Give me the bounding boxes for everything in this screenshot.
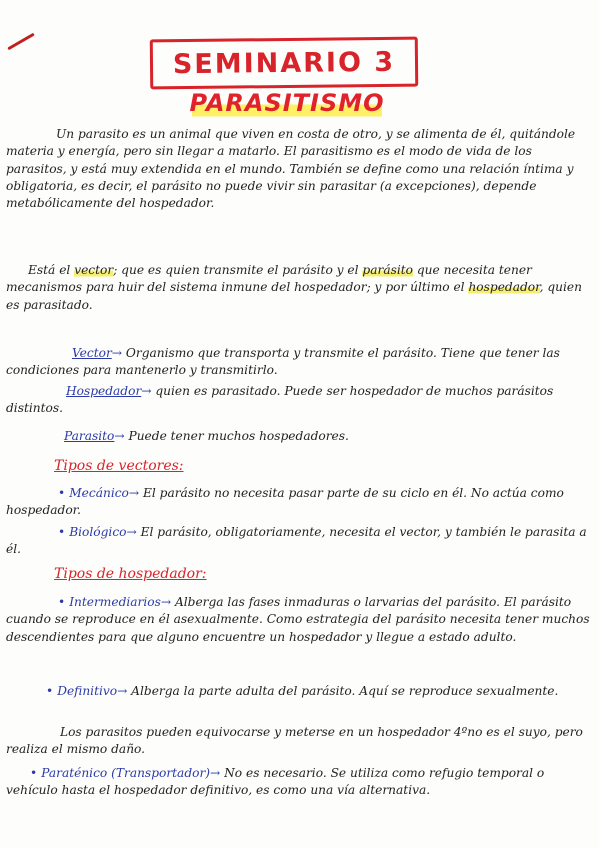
- definition-term: Vector: [72, 346, 112, 360]
- intro-paragraph: Un parasito es un animal que viven en costa de otro, y se alimenta de él, quitándole materia y energía, pero sin llegar a matarlo. El parasitismo es el modo de vida de los parasitos, y está muy extendida en el mundo. También se define como una relación íntima y obligatoria, es decir, el parásito no puede vivir sin parasitar (a excepciones), depende metabólicamente del hospedador.: [6, 127, 576, 211]
- p2-mid1: ; que es quien transmite el parásito y el: [113, 263, 363, 277]
- arrow-icon: →: [160, 595, 172, 609]
- host-type-term: Paraténico (Transportador): [41, 766, 211, 780]
- arrow-icon: →: [117, 684, 128, 698]
- host-type-text: Alberga las fases inmaduras o larvarias del parásito. El parásito cuando se reproduce en él asexualmente. Como estrategia del parásito necesita tener muchos descendientes para que alguno encuentre un hospedador y llegue a estado adulto.: [6, 595, 590, 644]
- vector-type-term: Mecánico: [69, 486, 129, 500]
- vector-type-item: [6, 485, 591, 520]
- p2-vector-highlight: vector: [74, 263, 114, 277]
- host-type-text: Alberga la parte adulta del parásito. Aquí se reproduce sexualmente.: [127, 684, 559, 698]
- definition-text: Organismo que transporta y transmite el parásito. Tiene que tener las condiciones para mantenerlo y transmitirlo.: [6, 346, 560, 378]
- p2-end: , quien es parasitado.: [6, 280, 582, 312]
- definition-term: Parasito: [64, 429, 115, 443]
- vector-types-heading: Tipos de vectores:: [54, 458, 184, 474]
- definition-term: Hospedador: [66, 384, 142, 398]
- definition-vector: [6, 345, 591, 380]
- host-type-text: No es necesario. Se utiliza como refugio temporal o vehículo hasta el hospedador definitivo, es como una vía alternativa.: [6, 766, 545, 798]
- page-title: SEMINARIO 3: [150, 37, 419, 90]
- host-type-term: Intermediarios: [69, 595, 161, 609]
- bullet-icon: •: [58, 595, 66, 609]
- host-note: Los parasitos pueden equivocarse y meterse en un hospedador 4ºno es el suyo, pero realiza el mismo daño.: [6, 725, 583, 757]
- page-subtitle: PARASITISMO: [192, 86, 382, 120]
- definition-text: Puede tener muchos hospedadores.: [124, 429, 349, 443]
- vector-type-text: El parásito, obligatoriamente, necesita el vector, y también le parasita a él.: [6, 525, 587, 557]
- arrow-icon: →: [111, 346, 122, 360]
- host-type-item: [6, 765, 591, 800]
- definition-hospedador: [6, 383, 591, 418]
- p2-parasito-highlight: parásito: [362, 263, 413, 277]
- vector-type-term: Biológico: [69, 525, 127, 539]
- bullet-icon: •: [58, 486, 66, 500]
- arrow-icon: →: [210, 766, 221, 780]
- vector-type-item: [6, 524, 591, 559]
- arrow-icon: →: [126, 525, 137, 539]
- definition-parasito: [6, 428, 591, 445]
- arrow-icon: →: [128, 486, 140, 500]
- pen-mark: [7, 33, 34, 51]
- p2-hospedador-highlight: hospedador: [468, 280, 540, 295]
- arrow-icon: →: [141, 384, 152, 398]
- host-type-item: [6, 594, 591, 646]
- bullet-icon: •: [46, 684, 54, 698]
- second-paragraph: [6, 262, 591, 314]
- host-types-heading: Tipos de hospedador:: [54, 566, 207, 582]
- p2-start: Está el: [28, 263, 75, 277]
- host-type-term: Definitivo: [57, 684, 118, 698]
- arrow-icon: →: [114, 429, 125, 443]
- vector-type-text: El parásito no necesita pasar parte de su ciclo en él. No actúa como hospedador.: [6, 486, 564, 518]
- bullet-icon: •: [58, 525, 66, 539]
- definition-text: quien es parasitado. Puede ser hospedador de muchos parásitos distintos.: [6, 384, 554, 416]
- host-type-item: [6, 683, 591, 700]
- bullet-icon: •: [30, 766, 38, 780]
- p2-mid2: que necesita tener mecanismos para huir del sistema inmune del hospedador; y por último el: [6, 263, 532, 295]
